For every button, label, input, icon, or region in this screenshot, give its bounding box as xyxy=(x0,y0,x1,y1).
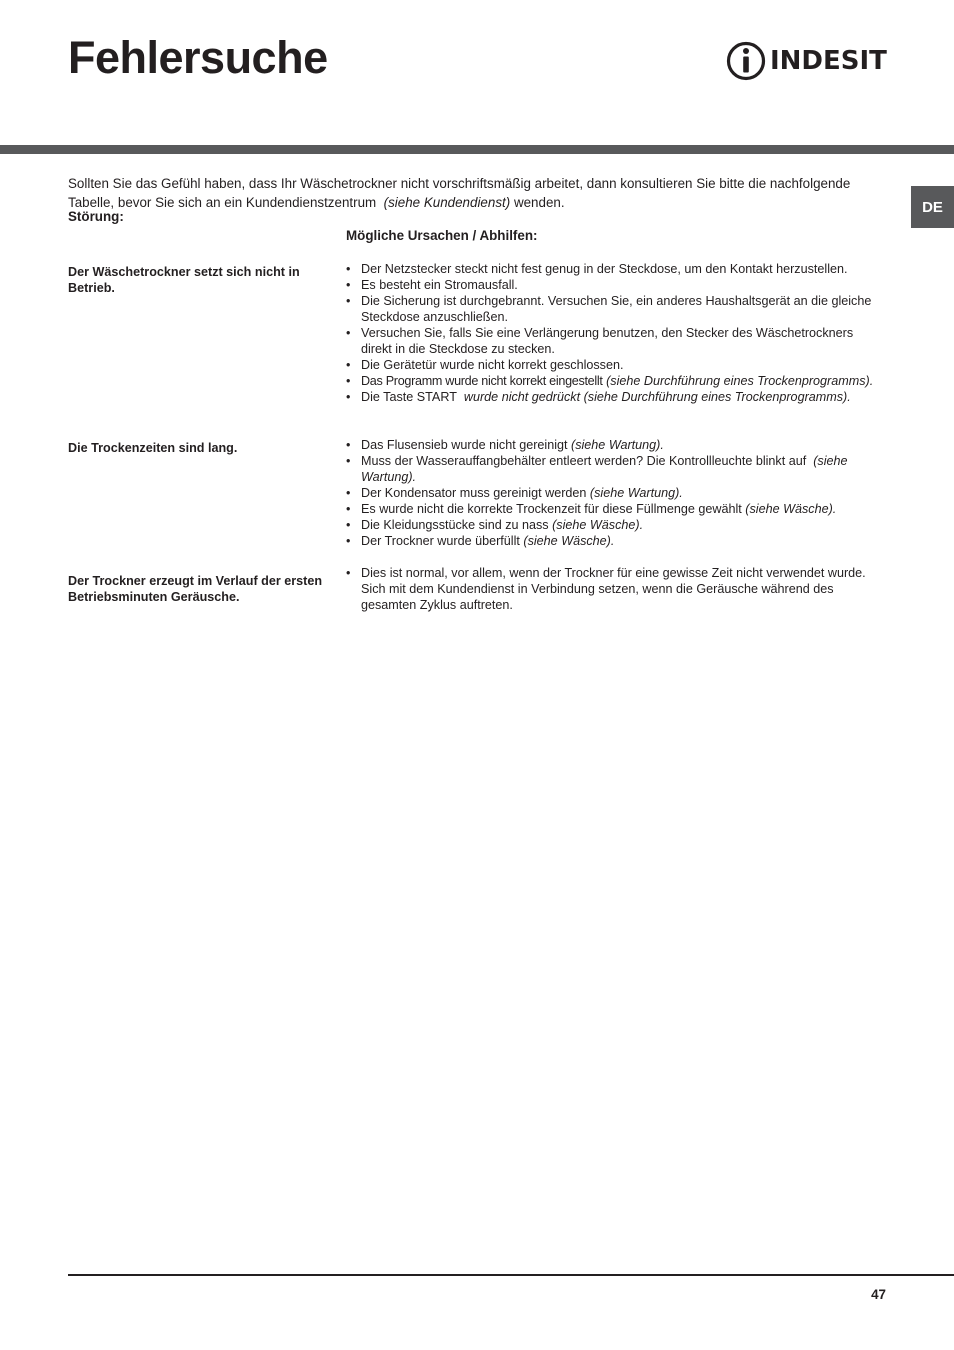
intro-tail: wenden. xyxy=(513,195,565,210)
problem-label-noise: Der Trockner erzeugt im Verlauf der ersten Betriebsminuten Geräusche. xyxy=(68,574,323,604)
brand-name: INDESIT xyxy=(770,46,887,76)
intro-text: Sollten Sie das Gefühl haben, dass Ihr Wäschetrockner nicht vorschriftsmäßig arbeitet, dann konsultieren Sie bitte die nachfolgende Tabelle, bevor Sie sich an ein Kundendienstzentrum xyxy=(68,176,851,210)
indesit-logo-icon xyxy=(726,40,766,82)
list-item: • Die Kleidungsstücke sind zu nass (siehe Wäsche). xyxy=(346,517,886,533)
list-item: • Der Netzstecker steckt nicht fest genug in der Steckdose, um den Kontakt herzustellen. xyxy=(346,261,886,277)
header-divider-bar xyxy=(0,145,954,154)
list-item: • Es besteht ein Stromausfall. xyxy=(346,277,886,293)
list-item: • Die Gerätetür wurde nicht korrekt geschlossen. xyxy=(346,357,886,373)
list-item: • Die Sicherung ist durchgebrannt. Versuchen Sie, ein anderes Haushaltsgerät an die gleiche Steckdose anzuschließen. xyxy=(346,293,886,325)
page-title: Fehlersuche xyxy=(68,32,328,83)
list-item: • Der Kondensator muss gereinigt werden (siehe Wartung). xyxy=(346,485,886,501)
column-header-causes: Mögliche Ursachen / Abhilfen: xyxy=(346,228,538,243)
causes-list-noise xyxy=(346,565,886,613)
language-tab: DE xyxy=(911,186,954,228)
list-item: • Der Trockner wurde überfüllt (siehe Wäsche). xyxy=(346,533,886,549)
intro-paragraph xyxy=(68,174,898,212)
footer-divider xyxy=(68,1274,954,1276)
indesit-logo xyxy=(726,40,888,82)
list-item: • Muss der Wasserauffangbehälter entleert werden? Die Kontrollleuchte blinkt auf (siehe Wartung). xyxy=(346,453,886,485)
list-item: • Dies ist normal, vor allem, wenn der Trockner für eine gewisse Zeit nicht verwendet wurde. Sich mit dem Kundendienst in Verbindung setzen, wenn die Geräusche während des gesamten Zyklus auftreten. xyxy=(346,565,886,613)
causes-list-not-starting xyxy=(346,261,886,405)
list-item: • Das Programm wurde nicht korrekt eingestellt (siehe Durchführung eines Trockenprogramms). xyxy=(346,373,886,389)
page-number: 47 xyxy=(871,1287,886,1302)
problem-label-not-starting: Der Wäschetrockner setzt sich nicht in Betrieb. xyxy=(68,265,300,295)
causes-list-long-drying xyxy=(346,437,886,549)
problem-label-long-drying: Die Trockenzeiten sind lang. xyxy=(68,441,238,455)
list-item: • Es wurde nicht die korrekte Trockenzeit für diese Füllmenge gewählt (siehe Wäsche). xyxy=(346,501,886,517)
column-header-problem: Störung: xyxy=(68,209,124,224)
list-item: • Das Flusensieb wurde nicht gereinigt (siehe Wartung). xyxy=(346,437,886,453)
list-item: • Versuchen Sie, falls Sie eine Verlängerung benutzen, den Stecker des Wäschetrockners direkt in die Steckdose zu stecken. xyxy=(346,325,886,357)
intro-reference: (siehe Kundendienst) xyxy=(383,195,511,210)
list-item: • Die Taste START wurde nicht gedrückt (siehe Durchführung eines Trockenprogramms). xyxy=(346,389,886,405)
